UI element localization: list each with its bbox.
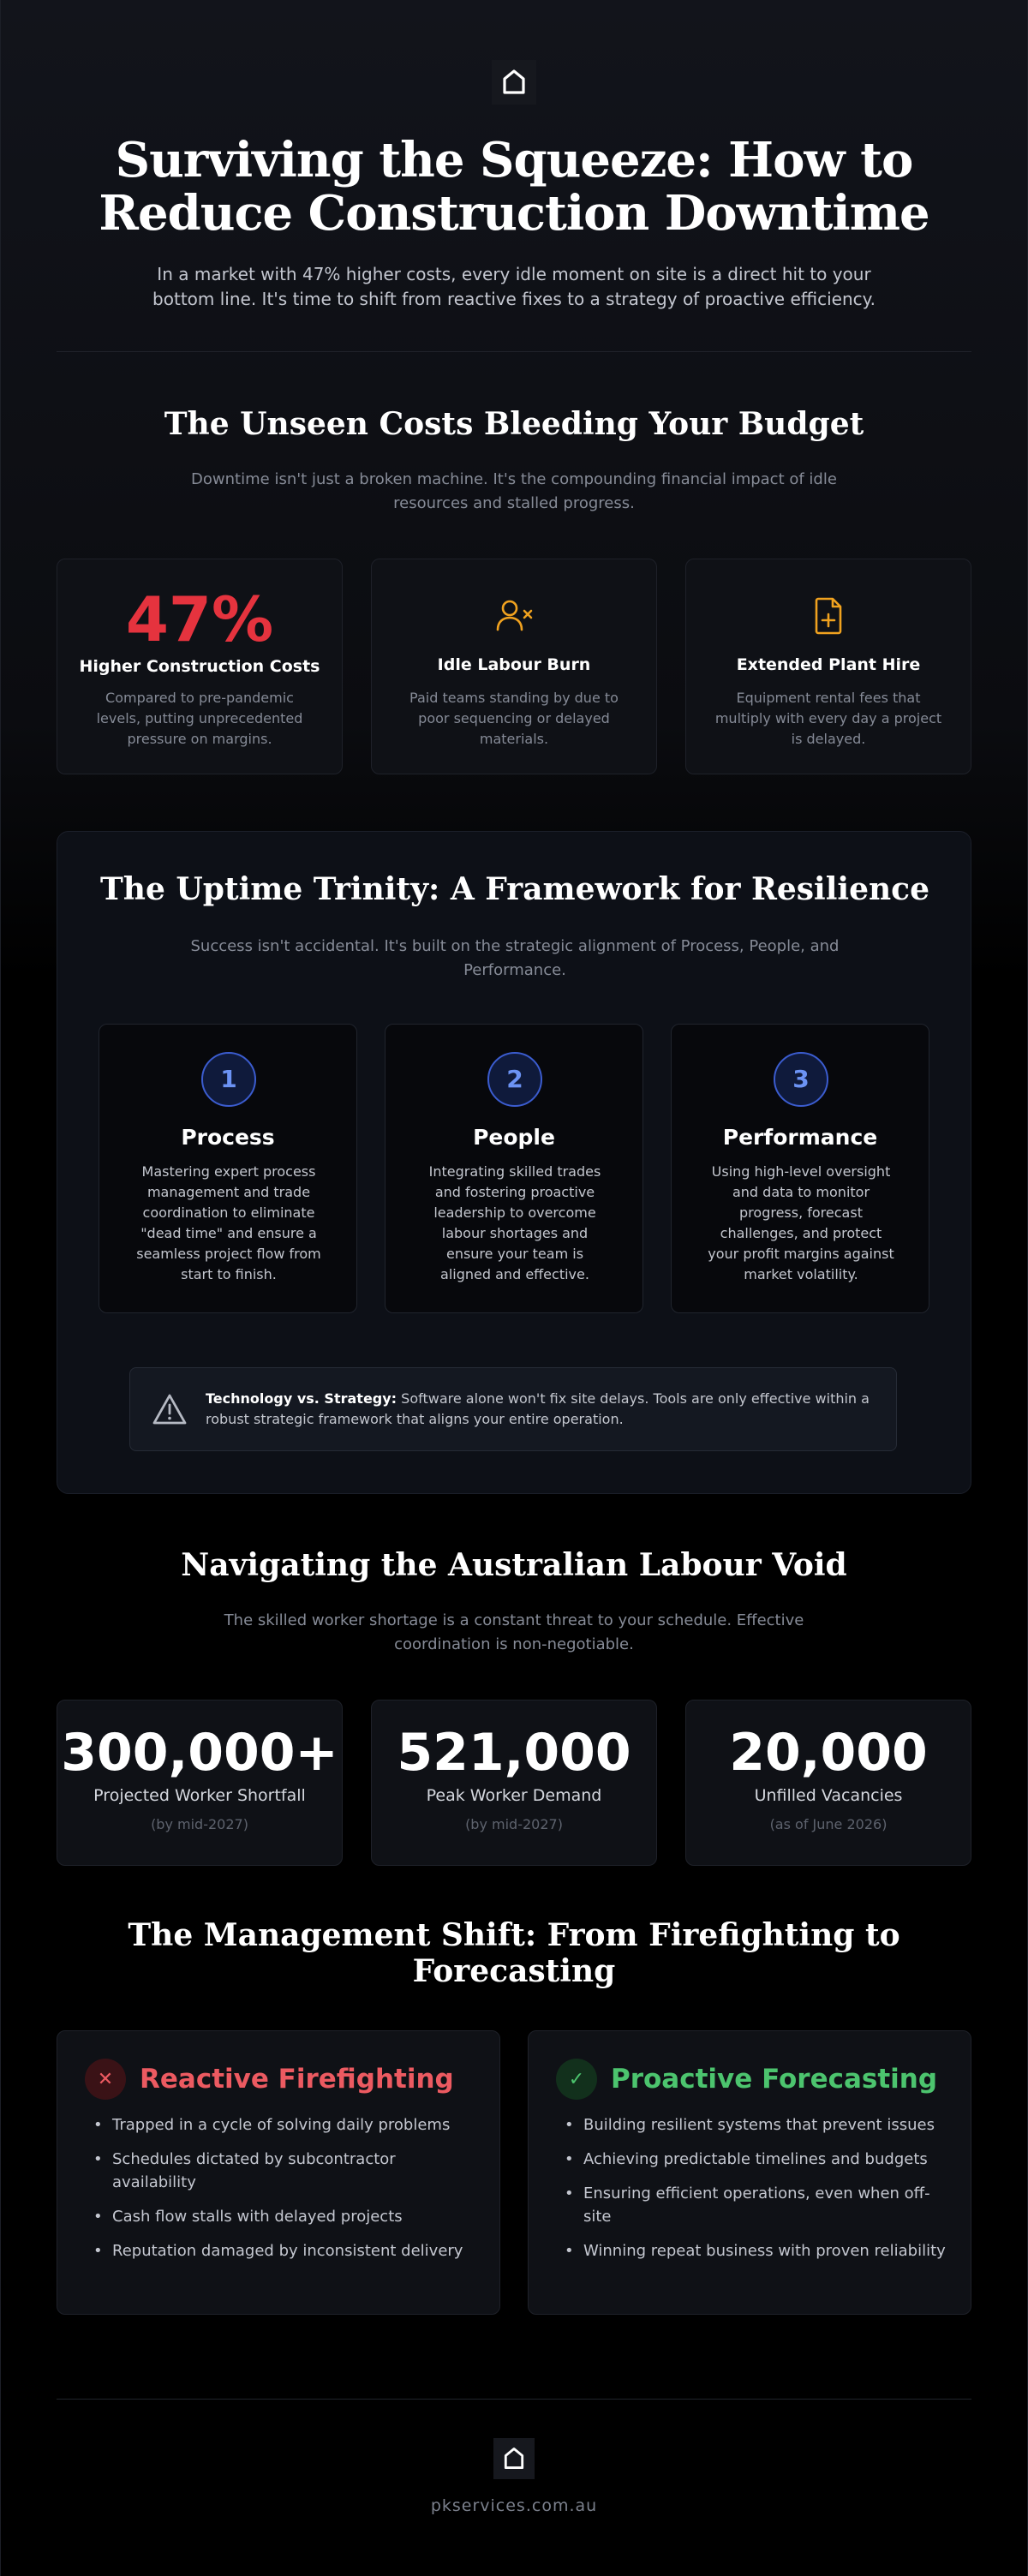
warning-icon xyxy=(151,1391,188,1429)
cost-card-text: Equipment rental fees that multiply with every day a project is delayed. xyxy=(714,690,942,747)
stat-label: Unfilled Vacancies xyxy=(754,1786,903,1805)
cost-card-text: Paid teams standing by due to poor sequencing or delayed materials. xyxy=(409,690,619,747)
cost-card-labour xyxy=(371,559,657,774)
pillar-heading: Performance xyxy=(722,1125,878,1150)
cost-card-costs xyxy=(57,559,343,774)
list-item: • Trapped in a cycle of solving daily problems xyxy=(93,2113,479,2137)
technology-callout xyxy=(129,1367,897,1451)
trinity-title: The Uptime Trinity: A Framework for Resilience xyxy=(100,871,929,907)
pillar-people xyxy=(385,1024,643,1313)
cost-card-text: Compared to pre-pandemic levels, putting unprecedented pressure on margins. xyxy=(96,690,303,747)
page-title xyxy=(57,134,971,240)
stat-card-vacancies xyxy=(685,1700,971,1866)
stat-label: Peak Worker Demand xyxy=(426,1786,602,1805)
list-item: • Ensuring efficient operations, even when off-site xyxy=(565,2182,950,2228)
cost-card-heading: Idle Labour Burn xyxy=(437,655,591,674)
proactive-title: Proactive Forecasting xyxy=(611,2064,938,2095)
footer-divider xyxy=(57,2399,971,2400)
callout-text xyxy=(206,1389,882,1430)
callout-lead: Technology vs. Strategy: xyxy=(206,1390,397,1407)
stat-value: 20,000 xyxy=(729,1723,928,1783)
pillar-text: Integrating skilled trades and fostering proactive leadership to overcome labour shortages and ensure your team is aligned and effective. xyxy=(428,1163,601,1282)
callout-body: Software alone won't fix site delays. Tools are only effective within a robust strategic framework that aligns your entire operation. xyxy=(206,1390,870,1427)
costs-title: The Unseen Costs Bleeding Your Budget xyxy=(164,406,864,442)
stat-label: Projected Worker Shortfall xyxy=(93,1786,306,1805)
shift-title-line-2: Forecasting xyxy=(412,1953,616,1989)
footer-site-link[interactable]: pkservices.com.au xyxy=(430,2496,598,2515)
stat-value: 300,000+ xyxy=(61,1723,338,1783)
trinity-subtitle: Success isn't accidental. It's built on the strategic alignment of Process, People, and Performance. xyxy=(190,937,840,979)
page-title-line-1: Surviving the Squeeze: How to xyxy=(115,132,913,188)
cost-card-plant xyxy=(685,559,971,774)
cost-stat: 47% xyxy=(125,583,274,655)
cost-card-heading: Higher Construction Costs xyxy=(79,657,320,676)
stat-note: (by mid-2027) xyxy=(151,1816,248,1832)
proactive-list xyxy=(565,2113,950,2274)
pillar-number: 1 xyxy=(201,1052,256,1107)
list-item: • Reputation damaged by inconsistent delivery xyxy=(93,2239,479,2262)
pillar-number: 3 xyxy=(774,1052,828,1107)
stat-card-demand xyxy=(371,1700,657,1866)
list-item: • Winning repeat business with proven reliability xyxy=(565,2239,950,2262)
close-icon: ✕ xyxy=(85,2059,126,2100)
cost-card-heading: Extended Plant Hire xyxy=(736,655,921,674)
trinity-panel xyxy=(57,831,971,1494)
list-item: • Achieving predictable timelines and budgets xyxy=(565,2148,950,2171)
stat-value: 521,000 xyxy=(397,1723,631,1783)
labour-subtitle: The skilled worker shortage is a constant threat to your schedule. Effective coordination is non-negotiable. xyxy=(224,1611,804,1653)
list-item: • Cash flow stalls with delayed projects xyxy=(93,2205,479,2228)
logo xyxy=(492,60,536,105)
labour-title: Navigating the Australian Labour Void xyxy=(181,1547,847,1583)
user-x-icon xyxy=(493,595,535,637)
home-icon xyxy=(501,2446,527,2471)
pillar-number: 2 xyxy=(487,1052,542,1107)
file-plus-icon xyxy=(808,595,849,637)
pillar-heading: People xyxy=(473,1125,555,1150)
page-subtitle: In a market with 47% higher costs, every idle moment on site is a direct hit to your bottom line. It's time to shift from reactive fixes to a strategy of proactive efficiency. xyxy=(152,264,876,309)
pillar-text: Using high-level oversight and data to monitor progress, forecast challenges, and protect your profit margins against market volatility. xyxy=(708,1163,894,1282)
home-icon xyxy=(499,68,529,97)
shift-title-line-1: The Management Shift: From Firefighting to xyxy=(128,1917,900,1953)
pillar-heading: Process xyxy=(181,1125,275,1150)
stat-note: (as of June 2026) xyxy=(769,1816,888,1832)
divider xyxy=(57,351,971,352)
pillar-performance xyxy=(671,1024,929,1313)
pillar-text: Mastering expert process management and trade coordination to eliminate "dead time" and ensure a seamless project flow from start to finish. xyxy=(136,1163,321,1282)
reactive-card xyxy=(57,2030,500,2315)
costs-subtitle: Downtime isn't just a broken machine. It's the compounding financial impact of idle resources and stalled progress. xyxy=(191,470,837,512)
shift-title xyxy=(57,1917,971,1989)
check-icon: ✓ xyxy=(556,2059,597,2100)
list-item: • Schedules dictated by subcontractor availability xyxy=(93,2148,479,2194)
footer-logo xyxy=(493,2438,535,2479)
stat-card-shortfall xyxy=(57,1700,343,1866)
page-title-line-2: Reduce Construction Downtime xyxy=(99,185,929,242)
reactive-list xyxy=(93,2113,479,2274)
pillar-process xyxy=(99,1024,357,1313)
reactive-title: Reactive Firefighting xyxy=(140,2064,454,2095)
stat-note: (by mid-2027) xyxy=(465,1816,563,1832)
proactive-card xyxy=(528,2030,971,2315)
list-item: • Building resilient systems that prevent issues xyxy=(565,2113,950,2137)
